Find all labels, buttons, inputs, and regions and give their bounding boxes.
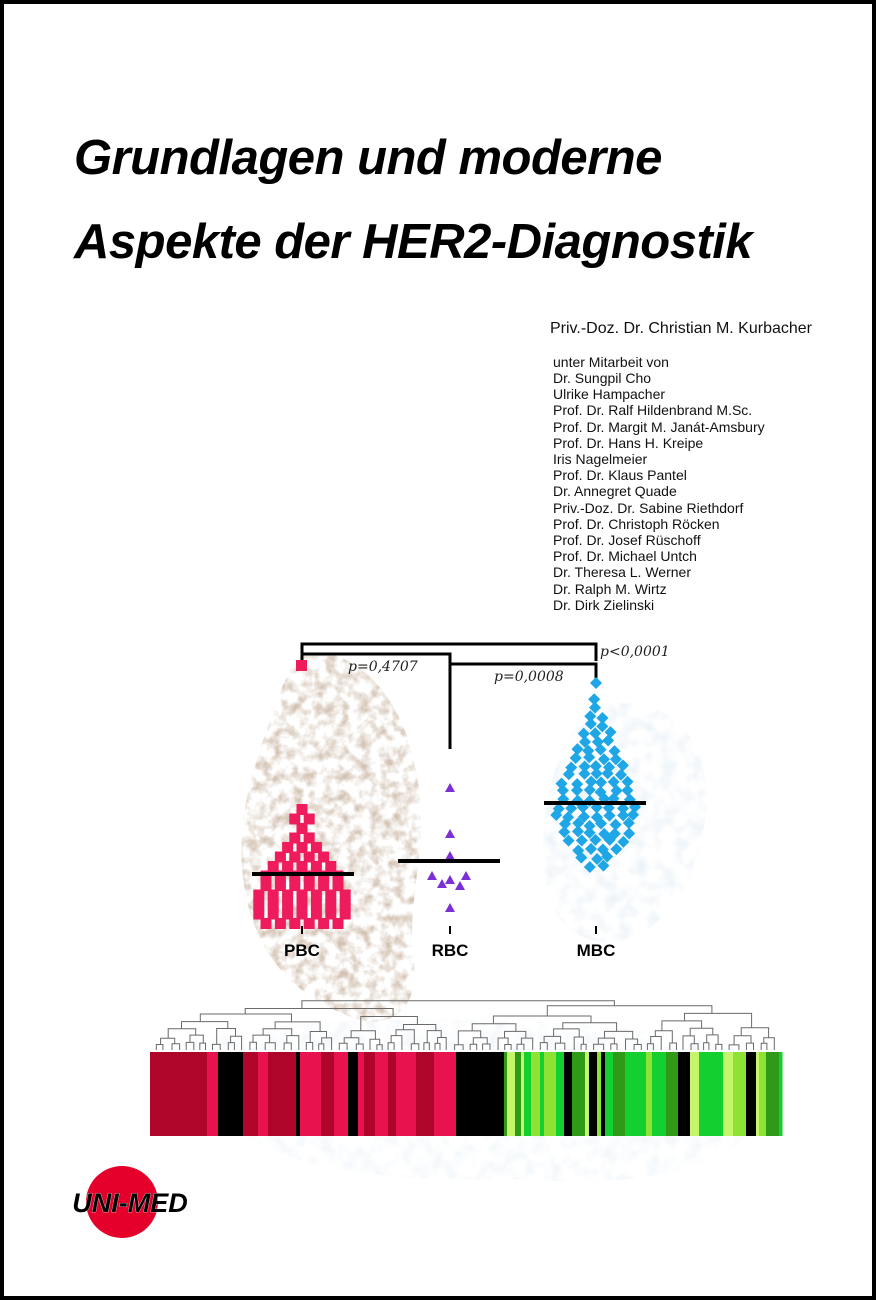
- heatmap-cell: [634, 1052, 647, 1136]
- pbc-point: [289, 833, 300, 844]
- heatmap-cell: [367, 1052, 376, 1136]
- pbc-point: [282, 909, 293, 920]
- heatmap-cell: [410, 1052, 417, 1136]
- rbc-point: [455, 881, 465, 890]
- heatmap-cell: [690, 1052, 700, 1136]
- contributor-name: Dr. Ralph M. Wirtz: [553, 580, 667, 597]
- author-name: Priv.-Doz. Dr. Christian M. Kurbacher: [550, 320, 812, 337]
- title-line-1: Grundlagen und moderne: [74, 131, 662, 185]
- heatmap-cell: [496, 1052, 505, 1136]
- heatmap-cell: [597, 1052, 602, 1136]
- heatmap-cell: [521, 1052, 525, 1136]
- heatmap-cell: [733, 1052, 738, 1136]
- logo-text: UNI-MED: [72, 1188, 188, 1218]
- heatmap-cell: [177, 1052, 187, 1136]
- pbc-point: [304, 852, 315, 863]
- cover-figure: [4, 4, 876, 1300]
- heatmap-cell: [625, 1052, 635, 1136]
- heatmap-cell: [416, 1052, 426, 1136]
- contributor-name: Dr. Dirk Zielinski: [553, 596, 655, 613]
- pbc-point: [296, 660, 307, 671]
- heatmap-cell: [589, 1052, 598, 1136]
- heatmap-cell: [746, 1052, 757, 1136]
- heatmap-cell: [737, 1052, 747, 1136]
- pbc-point: [304, 814, 315, 825]
- heatmap-cell: [328, 1052, 335, 1136]
- heatmap-strip: [150, 1052, 783, 1136]
- pbc-point: [333, 918, 344, 929]
- heatmap-cell: [229, 1052, 244, 1136]
- heatmap-cell: [258, 1052, 263, 1136]
- heatmap-cell: [364, 1052, 368, 1136]
- heatmap-cell: [524, 1052, 532, 1136]
- pbc-point: [268, 861, 279, 872]
- heatmap-cell: [243, 1052, 249, 1136]
- heatmap-cell: [218, 1052, 230, 1136]
- p-value-label: p=0,0008: [494, 669, 564, 685]
- heatmap-cell: [766, 1052, 780, 1136]
- pbc-point: [304, 880, 315, 891]
- heatmap-cell: [375, 1052, 389, 1136]
- contributor-name: Dr. Sungpil Cho: [553, 370, 652, 386]
- pbc-point: [289, 814, 300, 825]
- x-tick-label: PBC: [284, 941, 320, 960]
- heatmap-cell: [779, 1052, 783, 1136]
- heatmap-cell: [699, 1052, 712, 1136]
- pbc-point: [282, 899, 293, 910]
- heatmap-cell: [434, 1052, 449, 1136]
- heatmap-cell: [605, 1052, 614, 1136]
- heatmap-cell: [472, 1052, 483, 1136]
- heatmap-cell: [585, 1052, 590, 1136]
- heatmap-cell: [466, 1052, 473, 1136]
- x-tick-label: RBC: [431, 941, 469, 960]
- heatmap-cell: [425, 1052, 435, 1136]
- heatmap-cell: [279, 1052, 289, 1136]
- pbc-point: [261, 918, 272, 929]
- pbc-point: [325, 890, 336, 901]
- heatmap-cell: [456, 1052, 467, 1136]
- heatmap-cell: [196, 1052, 208, 1136]
- pbc-point: [325, 899, 336, 910]
- pbc-point: [275, 918, 286, 929]
- pbc-point: [297, 804, 308, 815]
- pbc-point: [318, 918, 329, 929]
- pbc-point: [268, 890, 279, 901]
- pbc-point: [282, 890, 293, 901]
- p-value-label: p<0,0001: [600, 644, 670, 660]
- pbc-point: [325, 909, 336, 920]
- pbc-point: [340, 899, 351, 910]
- rbc-point: [461, 871, 471, 880]
- rbc-point: [427, 871, 437, 880]
- heatmap-cell: [308, 1052, 322, 1136]
- pbc-point: [289, 918, 300, 929]
- heatmap-cell: [300, 1052, 309, 1136]
- heatmap-cell: [358, 1052, 365, 1136]
- contributor-name: Prof. Dr. Ralf Hildenbrand M.Sc.: [553, 402, 753, 419]
- heatmap-cell: [348, 1052, 359, 1136]
- pbc-point: [318, 880, 329, 891]
- x-tick-label: MBC: [576, 941, 616, 960]
- contributor-name: Ulrike Hampacher: [553, 386, 666, 403]
- heatmap-cell: [756, 1052, 760, 1136]
- heatmap-cell: [321, 1052, 329, 1136]
- contributor-name: Iris Nagelmeier: [553, 451, 648, 468]
- pbc-point: [318, 852, 329, 863]
- contributor-name: Priv.-Doz. Dr. Sabine Riethdorf: [553, 499, 744, 516]
- pbc-point: [297, 890, 308, 901]
- heatmap-cell: [388, 1052, 397, 1136]
- pbc-point: [275, 880, 286, 891]
- rbc-point: [445, 903, 455, 912]
- pbc-point: [333, 880, 344, 891]
- contributor-name: Prof. Dr. Michael Untch: [553, 548, 697, 565]
- heatmap-cell: [186, 1052, 197, 1136]
- heatmap-cell: [491, 1052, 497, 1136]
- heatmap-cell: [646, 1052, 653, 1136]
- rbc-point: [445, 829, 455, 838]
- heatmap-cell: [613, 1052, 626, 1136]
- heatmap-cell: [296, 1052, 301, 1136]
- pbc-point: [311, 842, 322, 853]
- heatmap-cell: [572, 1052, 586, 1136]
- contributor-name: Dr. Annegret Quade: [553, 483, 677, 500]
- pbc-point: [268, 909, 279, 920]
- heatmap-cell: [262, 1052, 269, 1136]
- heatmap-cell: [556, 1052, 565, 1136]
- pbc-point: [325, 861, 336, 872]
- mbc-point: [590, 677, 602, 689]
- pbc-point: [297, 861, 308, 872]
- pbc-point: [297, 899, 308, 910]
- heatmap-cell: [711, 1052, 724, 1136]
- heatmap-cell: [163, 1052, 178, 1136]
- contributor-name: Prof. Dr. Hans H. Kreipe: [553, 434, 704, 451]
- pbc-point: [297, 909, 308, 920]
- pbc-point: [297, 823, 308, 834]
- contributor-name: Prof. Dr. Josef Rüschoff: [553, 532, 701, 549]
- title-line-2: Aspekte der HER2-Diagnostik: [74, 215, 753, 269]
- contributor-name: Prof. Dr. Klaus Pantel: [553, 467, 687, 484]
- rbc-point: [445, 851, 455, 860]
- heatmap-cell: [504, 1052, 508, 1136]
- heatmap-cell: [515, 1052, 522, 1136]
- pbc-point: [289, 880, 300, 891]
- rbc-point: [445, 875, 455, 884]
- contributor-name: Dr. Theresa L. Werner: [553, 564, 691, 581]
- pbc-point: [304, 918, 315, 929]
- pbc-point: [297, 842, 308, 853]
- heatmap-cell: [544, 1052, 557, 1136]
- pbc-point: [253, 899, 264, 910]
- heatmap-cell: [448, 1052, 457, 1136]
- contributors-intro: unter Mitarbeit von: [553, 354, 669, 370]
- heatmap-cell: [507, 1052, 516, 1136]
- contributor-name: Prof. Dr. Christoph Röcken: [553, 515, 720, 532]
- heatmap-cell: [288, 1052, 297, 1136]
- rbc-point: [445, 783, 455, 792]
- pbc-point: [268, 899, 279, 910]
- pbc-point: [289, 852, 300, 863]
- heatmap-cell: [268, 1052, 280, 1136]
- heatmap-cell: [396, 1052, 411, 1136]
- heatmap-cell: [248, 1052, 259, 1136]
- pbc-point: [311, 899, 322, 910]
- heatmap-cell: [531, 1052, 541, 1136]
- heatmap-cell: [652, 1052, 667, 1136]
- heatmap-cell: [564, 1052, 573, 1136]
- heatmap-cell: [723, 1052, 734, 1136]
- pbc-point: [311, 861, 322, 872]
- pbc-point: [282, 861, 293, 872]
- heatmap-cell: [150, 1052, 164, 1136]
- heatmap-cell: [759, 1052, 767, 1136]
- pbc-point: [275, 852, 286, 863]
- pbc-point: [282, 842, 293, 853]
- heatmap-cell: [601, 1052, 606, 1136]
- heatmap-cell: [678, 1052, 691, 1136]
- pbc-point: [340, 909, 351, 920]
- pbc-point: [311, 890, 322, 901]
- pbc-point: [261, 880, 272, 891]
- contributor-name: Prof. Dr. Margit M. Janát-Amsbury: [553, 418, 765, 435]
- pbc-point: [340, 890, 351, 901]
- heatmap-cell: [482, 1052, 492, 1136]
- p-value-label: p=0,4707: [348, 659, 418, 675]
- heatmap-cell: [540, 1052, 545, 1136]
- uni-med-logo: [64, 1164, 194, 1244]
- pbc-point: [253, 909, 264, 920]
- pbc-point: [253, 890, 264, 901]
- heatmap-cell: [207, 1052, 219, 1136]
- heatmap-cell: [334, 1052, 349, 1136]
- pbc-point: [311, 909, 322, 920]
- heatmap-cell: [666, 1052, 679, 1136]
- pbc-point: [304, 833, 315, 844]
